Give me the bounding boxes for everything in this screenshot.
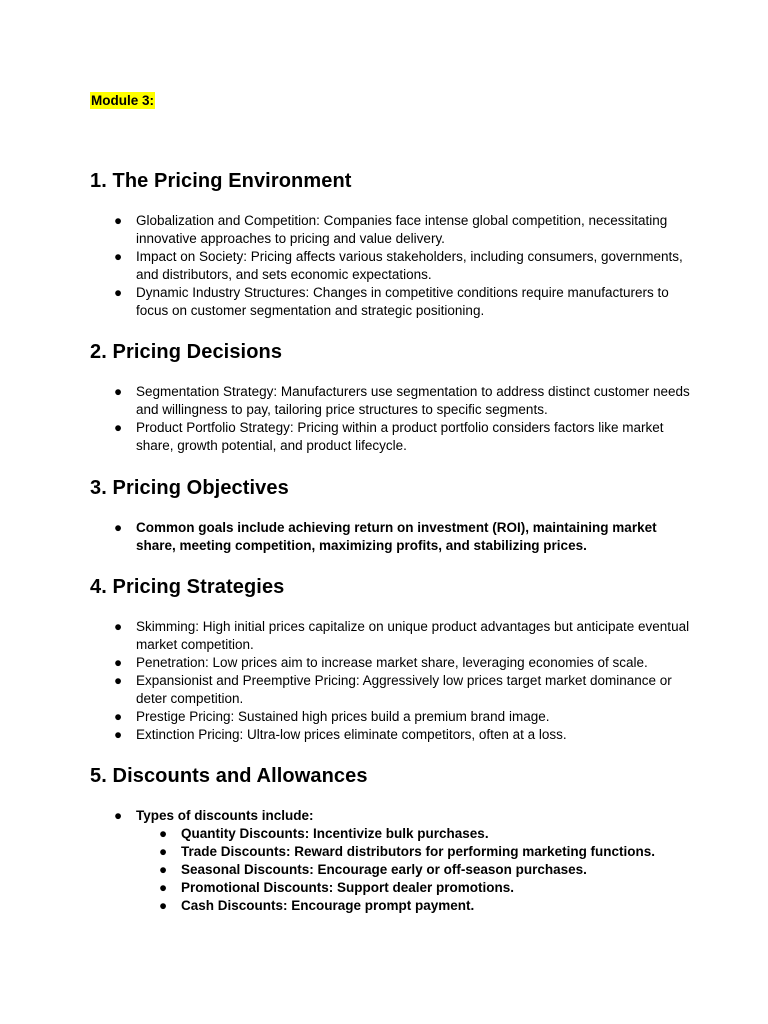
list-item <box>90 519 690 555</box>
section-pricing-strategies <box>90 575 690 744</box>
list-item <box>90 284 690 320</box>
list-item <box>90 654 690 672</box>
bullet-icon: ● <box>159 880 168 895</box>
sub-list-item <box>90 843 690 861</box>
list-item-text: Types of discounts include: <box>136 808 314 823</box>
list-item-text: Prestige Pricing: Sustained high prices build a premium brand image. <box>136 709 550 724</box>
list-item-text: Seasonal Discounts: Encourage early or off-season purchases. <box>181 862 587 877</box>
list-item-text: Skimming: High initial prices capitalize on unique product advantages but anticipate eventual market competition. <box>136 619 690 652</box>
list-item <box>90 726 690 744</box>
sub-list-item <box>90 861 690 879</box>
bullet-icon: ● <box>114 249 123 264</box>
section-heading: 1. The Pricing Environment <box>90 170 352 192</box>
list-item-text: Quantity Discounts: Incentivize bulk purchases. <box>181 826 489 841</box>
bullet-icon: ● <box>114 619 123 634</box>
list-item-text: Segmentation Strategy: Manufacturers use segmentation to address distinct customer needs and willingness to pay, tailoring price structures to specific segments. <box>136 384 690 417</box>
section-pricing-objectives <box>90 476 690 555</box>
list-item <box>90 708 690 726</box>
sub-list-item <box>90 879 690 897</box>
bullet-list <box>90 212 690 320</box>
bullet-icon: ● <box>114 213 123 228</box>
list-item <box>90 212 690 248</box>
bullet-icon: ● <box>159 898 168 913</box>
bullet-icon: ● <box>114 709 123 724</box>
bullet-list <box>90 519 690 555</box>
bullet-list <box>90 383 690 455</box>
list-item <box>90 807 690 825</box>
list-item-text: Product Portfolio Strategy: Pricing within a product portfolio considers factors like market share, growth potential, and product lifecycle. <box>136 420 664 453</box>
list-item-text: Trade Discounts: Reward distributors for performing marketing functions. <box>181 844 656 859</box>
list-item-text: Expansionist and Preemptive Pricing: Aggressively low prices target market dominance or deter competition. <box>136 673 672 706</box>
list-item <box>90 419 690 455</box>
module-label: Module 3: <box>91 93 154 108</box>
section-pricing-environment <box>90 169 690 320</box>
bullet-icon: ● <box>159 862 168 877</box>
bullet-icon: ● <box>114 420 123 435</box>
section-pricing-decisions <box>90 340 690 455</box>
list-item-text: Dynamic Industry Structures: Changes in competitive conditions require manufacturers to focus on customer segmentation and strategic positioning. <box>136 285 669 318</box>
list-item <box>90 672 690 708</box>
list-item-text: Promotional Discounts: Support dealer promotions. <box>181 880 515 895</box>
bullet-icon: ● <box>159 826 168 841</box>
bullet-icon: ● <box>114 285 123 300</box>
bullet-list <box>90 807 690 825</box>
list-item <box>90 383 690 419</box>
bullet-icon: ● <box>114 673 123 688</box>
bullet-icon: ● <box>114 520 123 535</box>
bullet-icon: ● <box>114 384 123 399</box>
list-item-text: Extinction Pricing: Ultra-low prices eliminate competitors, often at a loss. <box>136 727 567 742</box>
section-heading: 5. Discounts and Allowances <box>90 765 368 787</box>
sub-list-item <box>90 897 690 915</box>
sub-list-item <box>90 825 690 843</box>
list-item <box>90 248 690 284</box>
list-item-text: Common goals include achieving return on investment (ROI), maintaining market share, meeting competition, maximizing profits, and stabilizing prices. <box>136 520 657 553</box>
bullet-icon: ● <box>114 808 123 823</box>
list-item-text: Impact on Society: Pricing affects various stakeholders, including consumers, governments, and distributors, and sets economic expectations. <box>136 249 683 282</box>
list-item-text: Penetration: Low prices aim to increase market share, leveraging economies of scale. <box>136 655 648 670</box>
bullet-list <box>90 618 690 744</box>
list-item-text: Globalization and Competition: Companies face intense global competition, necessitating innovative approaches to pricing and value delivery. <box>136 213 668 246</box>
bullet-icon: ● <box>114 727 123 742</box>
section-heading: 3. Pricing Objectives <box>90 477 289 499</box>
sub-bullet-list <box>90 825 690 915</box>
section-heading: 4. Pricing Strategies <box>90 576 285 598</box>
list-item <box>90 618 690 654</box>
bullet-icon: ● <box>114 655 123 670</box>
bullet-icon: ● <box>159 844 168 859</box>
section-heading: 2. Pricing Decisions <box>90 341 283 363</box>
list-item-text: Cash Discounts: Encourage prompt payment. <box>181 898 475 913</box>
section-discounts-allowances <box>90 764 690 915</box>
